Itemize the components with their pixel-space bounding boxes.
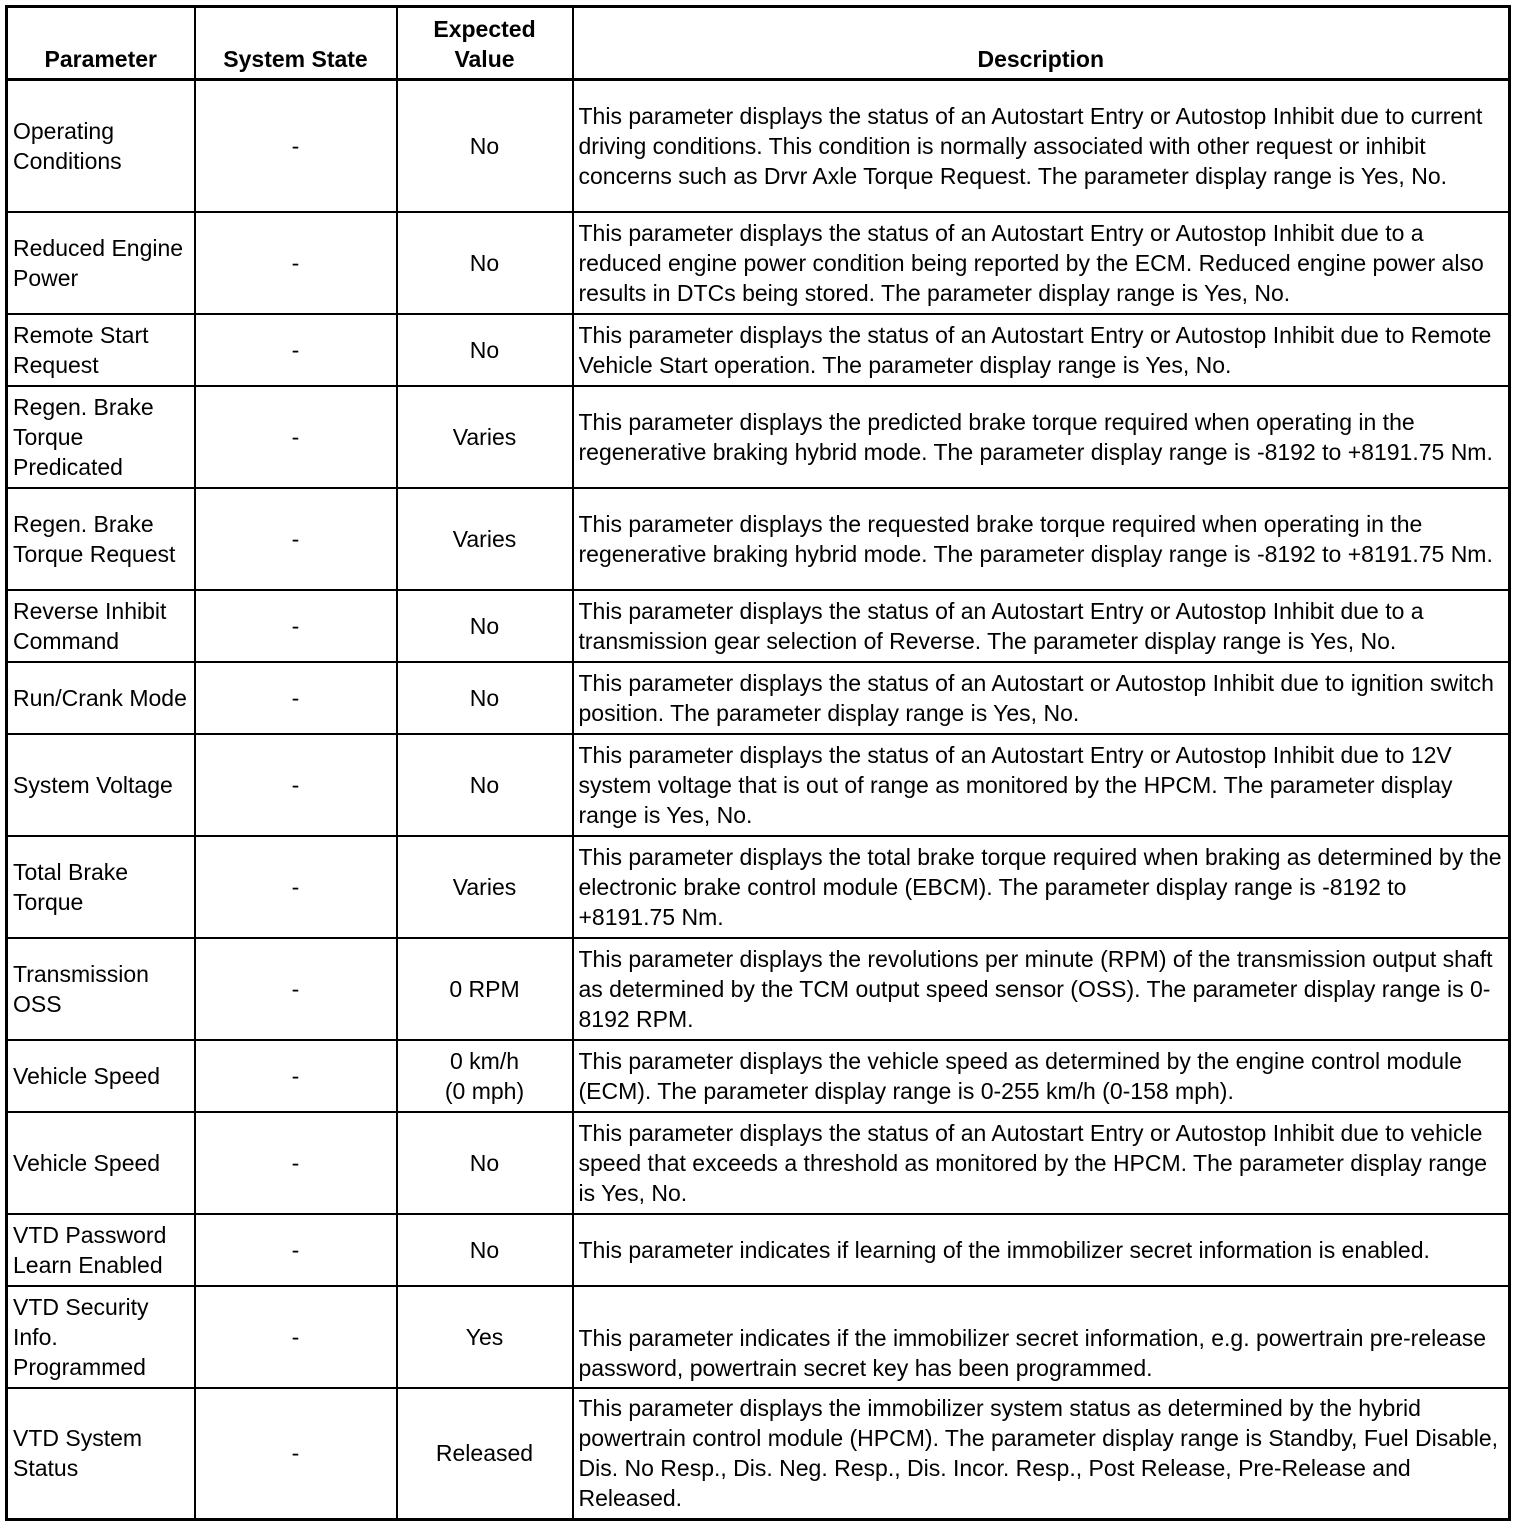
- system-state-cell: -: [195, 314, 397, 386]
- expected-value-cell: Varies: [397, 386, 573, 488]
- system-state-cell: -: [195, 836, 397, 938]
- expected-value-cell: Yes: [397, 1286, 573, 1388]
- system-state-cell: -: [195, 1040, 397, 1112]
- table-row: [7, 734, 1510, 836]
- expected-value-cell: 0 km/h (0 mph): [397, 1040, 573, 1112]
- table-row: [7, 314, 1510, 386]
- expected-value-cell: Varies: [397, 836, 573, 938]
- table-row: [7, 1388, 1510, 1520]
- table-row: [7, 1214, 1510, 1286]
- expected-value-cell: Released: [397, 1388, 573, 1520]
- column-header-parameter: Parameter: [7, 7, 195, 80]
- table-row: [7, 1040, 1510, 1112]
- system-state-cell: -: [195, 662, 397, 734]
- parameter-cell: Reduced Engine Power: [7, 212, 195, 314]
- parameter-table: [5, 5, 1511, 1521]
- parameter-cell: Regen. Brake Torque Predicated: [7, 386, 195, 488]
- expected-value-cell: No: [397, 212, 573, 314]
- expected-value-cell: No: [397, 734, 573, 836]
- parameter-cell: VTD Security Info. Programmed: [7, 1286, 195, 1388]
- description-cell: This parameter indicates if the immobilizer secret information, e.g. powertrain pre-release password, powertrain secret key has been programmed.: [573, 1286, 1510, 1388]
- parameter-cell: VTD Password Learn Enabled: [7, 1214, 195, 1286]
- description-cell: This parameter displays the status of an Autostart or Autostop Inhibit due to ignition switch position. The parameter display range is Yes, No.: [573, 662, 1510, 734]
- description-cell: This parameter displays the vehicle speed as determined by the engine control module (ECM). The parameter display range is 0-255 km/h (0-158 mph).: [573, 1040, 1510, 1112]
- description-cell: This parameter indicates if learning of the immobilizer secret information is enabled.: [573, 1214, 1510, 1286]
- parameter-cell: Vehicle Speed: [7, 1112, 195, 1214]
- table-row: [7, 836, 1510, 938]
- parameter-cell: Run/Crank Mode: [7, 662, 195, 734]
- description-cell: This parameter displays the status of an Autostart Entry or Autostop Inhibit due to current driving conditions. This condition is normally associated with other request or inhibit concerns such as Drvr Axle Torque Request. The parameter display range is Yes, No.: [573, 80, 1510, 212]
- system-state-cell: -: [195, 590, 397, 662]
- table-row: [7, 80, 1510, 212]
- system-state-cell: -: [195, 488, 397, 590]
- description-cell: This parameter displays the status of an Autostart Entry or Autostop Inhibit due to Remote Vehicle Start operation. The parameter display range is Yes, No.: [573, 314, 1510, 386]
- column-header-description: Description: [573, 7, 1510, 80]
- description-cell: This parameter displays the predicted brake torque required when operating in the regenerative braking hybrid mode. The parameter display range is -8192 to +8191.75 Nm.: [573, 386, 1510, 488]
- description-cell: This parameter displays the status of an Autostart Entry or Autostop Inhibit due to a reduced engine power condition being reported by the ECM. Reduced engine power also results in DTCs being stored. The parameter display range is Yes, No.: [573, 212, 1510, 314]
- table-row: [7, 386, 1510, 488]
- description-cell: This parameter displays the status of an Autostart Entry or Autostop Inhibit due to vehicle speed that exceeds a threshold as monitored by the HPCM. The parameter display range is Yes, No.: [573, 1112, 1510, 1214]
- description-cell: This parameter displays the immobilizer system status as determined by the hybrid powertrain control module (HPCM). The parameter display range is Standby, Fuel Disable, Dis. No Resp., Dis. Neg. Resp., Dis. Incor. Resp., Post Release, Pre-Release and Released.: [573, 1388, 1510, 1520]
- table-row: [7, 938, 1510, 1040]
- parameter-cell: Regen. Brake Torque Request: [7, 488, 195, 590]
- expected-value-cell: No: [397, 590, 573, 662]
- table-row: [7, 488, 1510, 590]
- system-state-cell: -: [195, 386, 397, 488]
- parameter-cell: Total Brake Torque: [7, 836, 195, 938]
- parameter-cell: VTD System Status: [7, 1388, 195, 1520]
- parameter-cell: Vehicle Speed: [7, 1040, 195, 1112]
- parameter-cell: Operating Conditions: [7, 80, 195, 212]
- description-cell: This parameter displays the total brake torque required when braking as determined by the electronic brake control module (EBCM). The parameter display range is -8192 to +8191.75 Nm.: [573, 836, 1510, 938]
- system-state-cell: -: [195, 80, 397, 212]
- parameter-cell: Reverse Inhibit Command: [7, 590, 195, 662]
- description-cell: This parameter displays the requested brake torque required when operating in the regenerative braking hybrid mode. The parameter display range is -8192 to +8191.75 Nm.: [573, 488, 1510, 590]
- system-state-cell: -: [195, 1214, 397, 1286]
- table-row: [7, 662, 1510, 734]
- parameter-cell: System Voltage: [7, 734, 195, 836]
- system-state-cell: -: [195, 734, 397, 836]
- expected-value-cell: No: [397, 1112, 573, 1214]
- description-cell: This parameter displays the status of an Autostart Entry or Autostop Inhibit due to a transmission gear selection of Reverse. The parameter display range is Yes, No.: [573, 590, 1510, 662]
- expected-value-cell: No: [397, 1214, 573, 1286]
- expected-value-cell: Varies: [397, 488, 573, 590]
- table-row: [7, 1112, 1510, 1214]
- column-header-expected-value: Expected Value: [397, 7, 573, 80]
- table-row: [7, 1286, 1510, 1388]
- header-row: [7, 7, 1510, 80]
- table-row: [7, 212, 1510, 314]
- system-state-cell: -: [195, 938, 397, 1040]
- column-header-system-state: System State: [195, 7, 397, 80]
- system-state-cell: -: [195, 1286, 397, 1388]
- parameter-cell: Transmission OSS: [7, 938, 195, 1040]
- description-cell: This parameter displays the status of an Autostart Entry or Autostop Inhibit due to 12V system voltage that is out of range as monitored by the HPCM. The parameter display range is Yes, No.: [573, 734, 1510, 836]
- parameter-cell: Remote Start Request: [7, 314, 195, 386]
- system-state-cell: -: [195, 1388, 397, 1520]
- system-state-cell: -: [195, 1112, 397, 1214]
- expected-value-cell: No: [397, 662, 573, 734]
- system-state-cell: -: [195, 212, 397, 314]
- table-row: [7, 590, 1510, 662]
- expected-value-cell: No: [397, 80, 573, 212]
- expected-value-cell: No: [397, 314, 573, 386]
- description-cell: This parameter displays the revolutions per minute (RPM) of the transmission output shaft as determined by the TCM output speed sensor (OSS). The parameter display range is 0-8192 RPM.: [573, 938, 1510, 1040]
- expected-value-cell: 0 RPM: [397, 938, 573, 1040]
